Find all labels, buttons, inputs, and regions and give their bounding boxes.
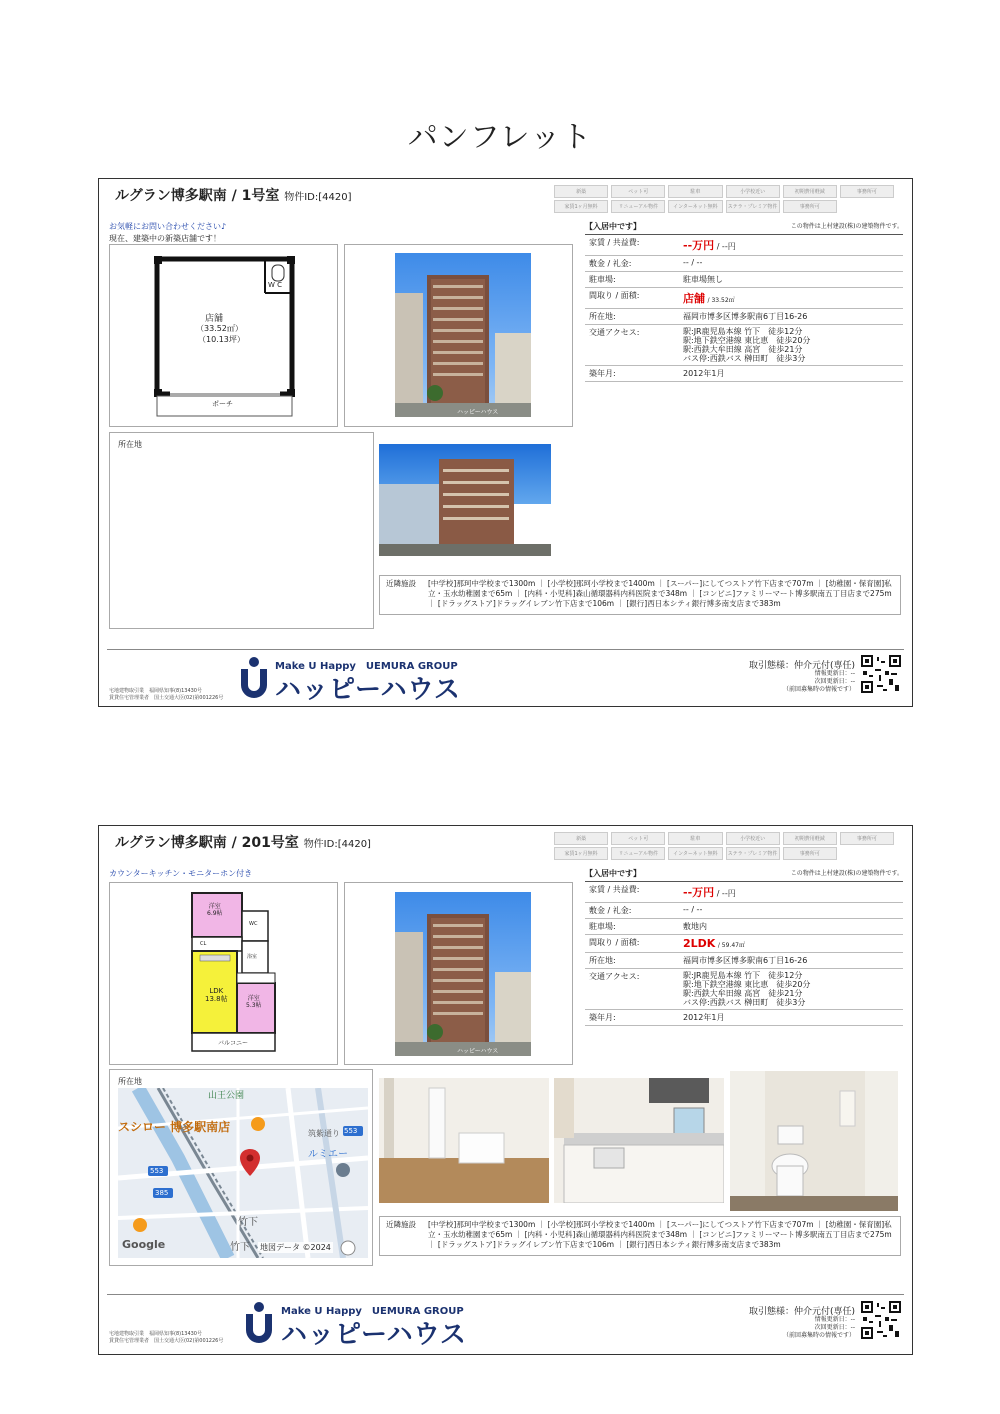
license-line: 賃貸住宅管理業者 国土交通大臣(02)第001226号 (109, 695, 224, 701)
interior-photo-kitchen (554, 1078, 724, 1203)
floorplan-tsubo-label: （10.13坪） (198, 335, 245, 344)
status-label: 【入居中です】 (585, 222, 641, 231)
brand-name: ハッピーハウス (281, 1320, 467, 1350)
property-id: 物件ID:[4420] (303, 839, 371, 850)
map-label-lumiere: ルミエー (308, 1149, 348, 1160)
ldk-size: 13.8帖 (205, 995, 228, 1003)
building-photo-box (344, 244, 573, 427)
license-line: 宅地建物取引業 福岡県知事(8)13430号 (109, 688, 202, 694)
deposit-value: -- / -- (683, 905, 703, 914)
deposit-label: 敷金 / 礼金: (589, 259, 632, 268)
wc-label: WC (249, 921, 258, 927)
badge-pet: ペット可 (611, 832, 665, 845)
rent-suffix: / --円 (716, 889, 736, 898)
license-info (109, 1331, 223, 1345)
license-line: 宅地建物取引業 福岡県知事(8)13430号 (109, 1331, 202, 1337)
address-label: 所在地: (589, 956, 616, 965)
room2-label (246, 995, 262, 1009)
parking-label: 駐車場: (589, 275, 616, 284)
access-label: 交通アクセス: (589, 328, 640, 337)
parking-value: 敷地内 (683, 922, 707, 931)
badge-office: 事務所可 (840, 185, 894, 198)
room2-name: 洋室 (247, 995, 260, 1002)
floorplan-box (109, 882, 338, 1065)
brand-tagline: Make U Happy UEMURA GROUP (275, 661, 458, 672)
badge-initial-cost: 初期費用軽減 (783, 832, 837, 845)
update-info (749, 1316, 855, 1340)
room1-name: 洋室 (208, 903, 221, 910)
nearby-facilities (379, 575, 901, 615)
location-box (109, 1069, 373, 1266)
badge-internet: インターネット無料 (668, 200, 722, 213)
footer-divider (107, 649, 904, 650)
badge-renewal: リニューアル物件 (611, 200, 665, 213)
status-label: 【入居中です】 (585, 869, 641, 878)
license-line: 賃貸住宅管理業者 国土交通大臣(02)第001226号 (109, 1338, 224, 1344)
address-value: 福岡市博多区博多駅南6丁目16-26 (683, 312, 808, 321)
badge-office: 事務所可 (840, 832, 894, 845)
cl-label: CL (200, 941, 207, 947)
feature-badges (554, 185, 894, 213)
update-line: 情報更新日：-- (814, 670, 855, 677)
badge-school: 小学校近い (726, 832, 780, 845)
qr-code-icon (861, 1301, 901, 1339)
badge-stella: ステラ・プレミア物件 (726, 847, 780, 860)
badge-free-rent: 家賃1ヶ月無料 (554, 847, 608, 860)
badge-school: 小学校近い (726, 185, 780, 198)
builder-note: この物件は上村建設(株)の建築物件です。 (790, 870, 903, 877)
layout-area: / 33.52㎡ (707, 297, 735, 304)
access-line: 駅:JR鹿児島本線 竹下 徒歩12分 (683, 971, 803, 980)
floorplan-porch-label: ポーチ (212, 400, 233, 408)
balcony-label: バルコニー (218, 1040, 249, 1047)
parking-value: 駐車場無し (683, 275, 723, 284)
floorplan-area-label: （33.52㎡） (196, 324, 243, 333)
rent-label: 家賃 / 共益費: (589, 885, 640, 894)
ldk-label (205, 987, 228, 1003)
update-line: （前回募集時の情報です） (782, 686, 855, 693)
badge-office-2: 事務所可 (783, 200, 837, 213)
building-photo-box (344, 882, 573, 1065)
happy-house-logo-icon (237, 655, 271, 701)
address-value: 福岡市博多区博多駅南6丁目16-26 (683, 956, 808, 965)
room1-size: 6.9帖 (207, 910, 223, 917)
floorplan-shop-label: 店舗 (205, 314, 224, 324)
sheet-title (115, 832, 371, 852)
bath-label: 浴室 (247, 954, 258, 960)
badge-parking: 駐車 (668, 185, 722, 198)
photo-watermark: ハッピーハウス (457, 409, 499, 416)
badge-internet: インターネット無料 (668, 847, 722, 860)
access-line: 駅:地下鉄空港線 東比恵 徒歩20分 (683, 980, 811, 989)
update-line: 次回更新日：-- (814, 678, 855, 685)
property-id: 物件ID:[4420] (284, 192, 352, 203)
map-label-route1: 553 (344, 1127, 358, 1135)
happy-house-logo-icon (242, 1300, 276, 1346)
badge-renewal: リニューアル物件 (611, 847, 665, 860)
badge-pet: ペット可 (611, 185, 665, 198)
property-info-table (585, 221, 903, 382)
property-title: ルグラン博多駅南 / 1号室 (115, 188, 280, 204)
map-label-road: 筑紫通り (308, 1129, 340, 1138)
badge-initial-cost: 初期費用軽減 (783, 185, 837, 198)
room2-size: 5.3帖 (246, 1002, 262, 1009)
map-label-takeshita-2: 竹下 (230, 1242, 250, 1253)
qr-code-icon (861, 655, 901, 693)
rent-suffix: / --円 (716, 242, 736, 251)
address-label: 所在地: (589, 312, 616, 321)
nearby-text: [中学校]那珂中学校まで1300m ｜ [小学校]那珂小学校まで1400m ｜ [スーパー]にしてつストア竹下店まで707m ｜ [幼稚園・保育園]私立・玉水幼稚園まで65m ｜ [内科・小児科]森山循環器科内科医院まで348m ｜ [コンビニ]ファミリーマート博多駅南五丁目店まで275m ｜ [ドラッグストア]ドラッグイレブン竹下店まで106m ｜ [銀行]西日本シティ銀行博多南支店まで383m (428, 579, 892, 608)
map-label-route2: 385 (155, 1189, 169, 1197)
builder-note: この物件は上村建設(株)の建築物件です。 (790, 223, 903, 230)
badge-parking: 駐車 (668, 832, 722, 845)
property-sheet-1 (98, 178, 913, 707)
license-info (109, 688, 223, 702)
location-label: 所在地 (118, 1077, 142, 1086)
room1-label (207, 903, 223, 917)
update-line: 次回更新日：-- (814, 1324, 855, 1331)
deposit-value: -- / -- (683, 258, 703, 267)
brand-tagline: Make U Happy UEMURA GROUP (281, 1306, 464, 1317)
building-photo (395, 253, 531, 417)
location-label: 所在地 (118, 440, 142, 449)
transaction-type: 取引態様：仲介元付(専任) (749, 1307, 856, 1317)
footer-divider (107, 1294, 904, 1295)
badge-office-2: 事務所可 (783, 847, 837, 860)
update-line: （前回募集時の情報です） (782, 1332, 855, 1339)
transaction-type: 取引態様：仲介元付(専任) (749, 661, 856, 671)
access-label: 交通アクセス: (589, 972, 640, 981)
page-title: パンフレット (407, 120, 593, 155)
feature-badges (554, 832, 894, 860)
update-info (749, 670, 855, 694)
access-line: 駅:地下鉄空港線 東比恵 徒歩20分 (683, 336, 811, 345)
layout-value: 店舗 (683, 292, 705, 305)
nearby-facilities (379, 1216, 901, 1256)
built-value: 2012年1月 (683, 1013, 725, 1022)
badge-stella: ステラ・プレミア物件 (726, 200, 780, 213)
access-line: バス停:西鉄バス 榊田町 徒歩3分 (683, 998, 806, 1007)
rent-value: --万円 (683, 886, 715, 899)
access-line: バス停:西鉄バス 榊田町 徒歩3分 (683, 354, 806, 363)
nearby-text: [中学校]那珂中学校まで1300m ｜ [小学校]那珂小学校まで1400m ｜ [スーパー]にしてつストア竹下店まで707m ｜ [幼稚園・保育園]私立・玉水幼稚園まで65m ｜ [内科・小児科]森山循環器科内科医院まで348m ｜ [コンビニ]ファミリーマート博多駅南五丁目店まで275m ｜ [ドラッグストア]ドラッグイレブン竹下店まで106m ｜ [銀行]西日本シティ銀行博多南支店まで383m (428, 1220, 892, 1249)
rent-label: 家賃 / 共益費: (589, 238, 640, 247)
nearby-label: 近隣施設 (386, 1220, 416, 1229)
deposit-label: 敷金 / 礼金: (589, 906, 632, 915)
photo-watermark: ハッピーハウス (457, 1048, 499, 1055)
sheet-title (115, 185, 351, 205)
interior-photo-ldk (379, 1078, 549, 1203)
map-label-park: 山王公園 (208, 1091, 245, 1101)
google-logo: Google (122, 1238, 166, 1251)
built-label: 築年月: (589, 1013, 616, 1022)
location-box (109, 432, 374, 629)
built-value: 2012年1月 (683, 369, 725, 378)
access-line: 駅:西鉄大牟田線 高宮 徒歩21分 (683, 345, 803, 354)
access-line: 駅:西鉄大牟田線 高宮 徒歩21分 (683, 989, 803, 998)
property-info-table (585, 868, 903, 1026)
map-attribution: 地図データ ©2024 (260, 1243, 331, 1252)
rent-value: --万円 (683, 239, 715, 252)
ldk-name: LDK (209, 987, 224, 995)
floorplan-box (109, 244, 338, 427)
layout-label: 間取り / 面積: (589, 938, 640, 947)
map-label-store: スシロー 博多駅南店 (118, 1120, 231, 1134)
building-photo (395, 892, 531, 1056)
exterior-rendering-photo (379, 444, 551, 556)
layout-value: 2LDK (683, 937, 716, 950)
badge-new: 新築 (554, 832, 608, 845)
update-line: 情報更新日：-- (814, 1316, 855, 1323)
built-label: 築年月: (589, 369, 616, 378)
badge-free-rent: 家賃1ヶ月無料 (554, 200, 608, 213)
badge-new: 新築 (554, 185, 608, 198)
sub-copy: 現在、建築中の新築店舗です！ (109, 234, 221, 243)
brand-name: ハッピーハウス (275, 675, 461, 705)
catch-copy: お気軽にお問い合わせください♪ (109, 222, 227, 231)
layout-label: 間取り / 面積: (589, 291, 640, 300)
map-label-takeshita: 竹下 (238, 1217, 258, 1228)
map-label-route3: 553 (150, 1167, 164, 1175)
property-title: ルグラン博多駅南 / 201号室 (115, 835, 299, 851)
parking-label: 駐車場: (589, 922, 616, 931)
catch-copy: カウンターキッチン・モニターホン付き (109, 869, 253, 878)
location-map[interactable] (118, 1088, 368, 1258)
access-line: 駅:JR鹿児島本線 竹下 徒歩12分 (683, 327, 803, 336)
property-sheet-2 (98, 825, 913, 1355)
layout-area: / 59.47㎡ (717, 942, 745, 949)
floorplan-wc-label: W C (268, 281, 283, 289)
nearby-label: 近隣施設 (386, 579, 416, 588)
interior-photo-toilet (730, 1071, 898, 1211)
